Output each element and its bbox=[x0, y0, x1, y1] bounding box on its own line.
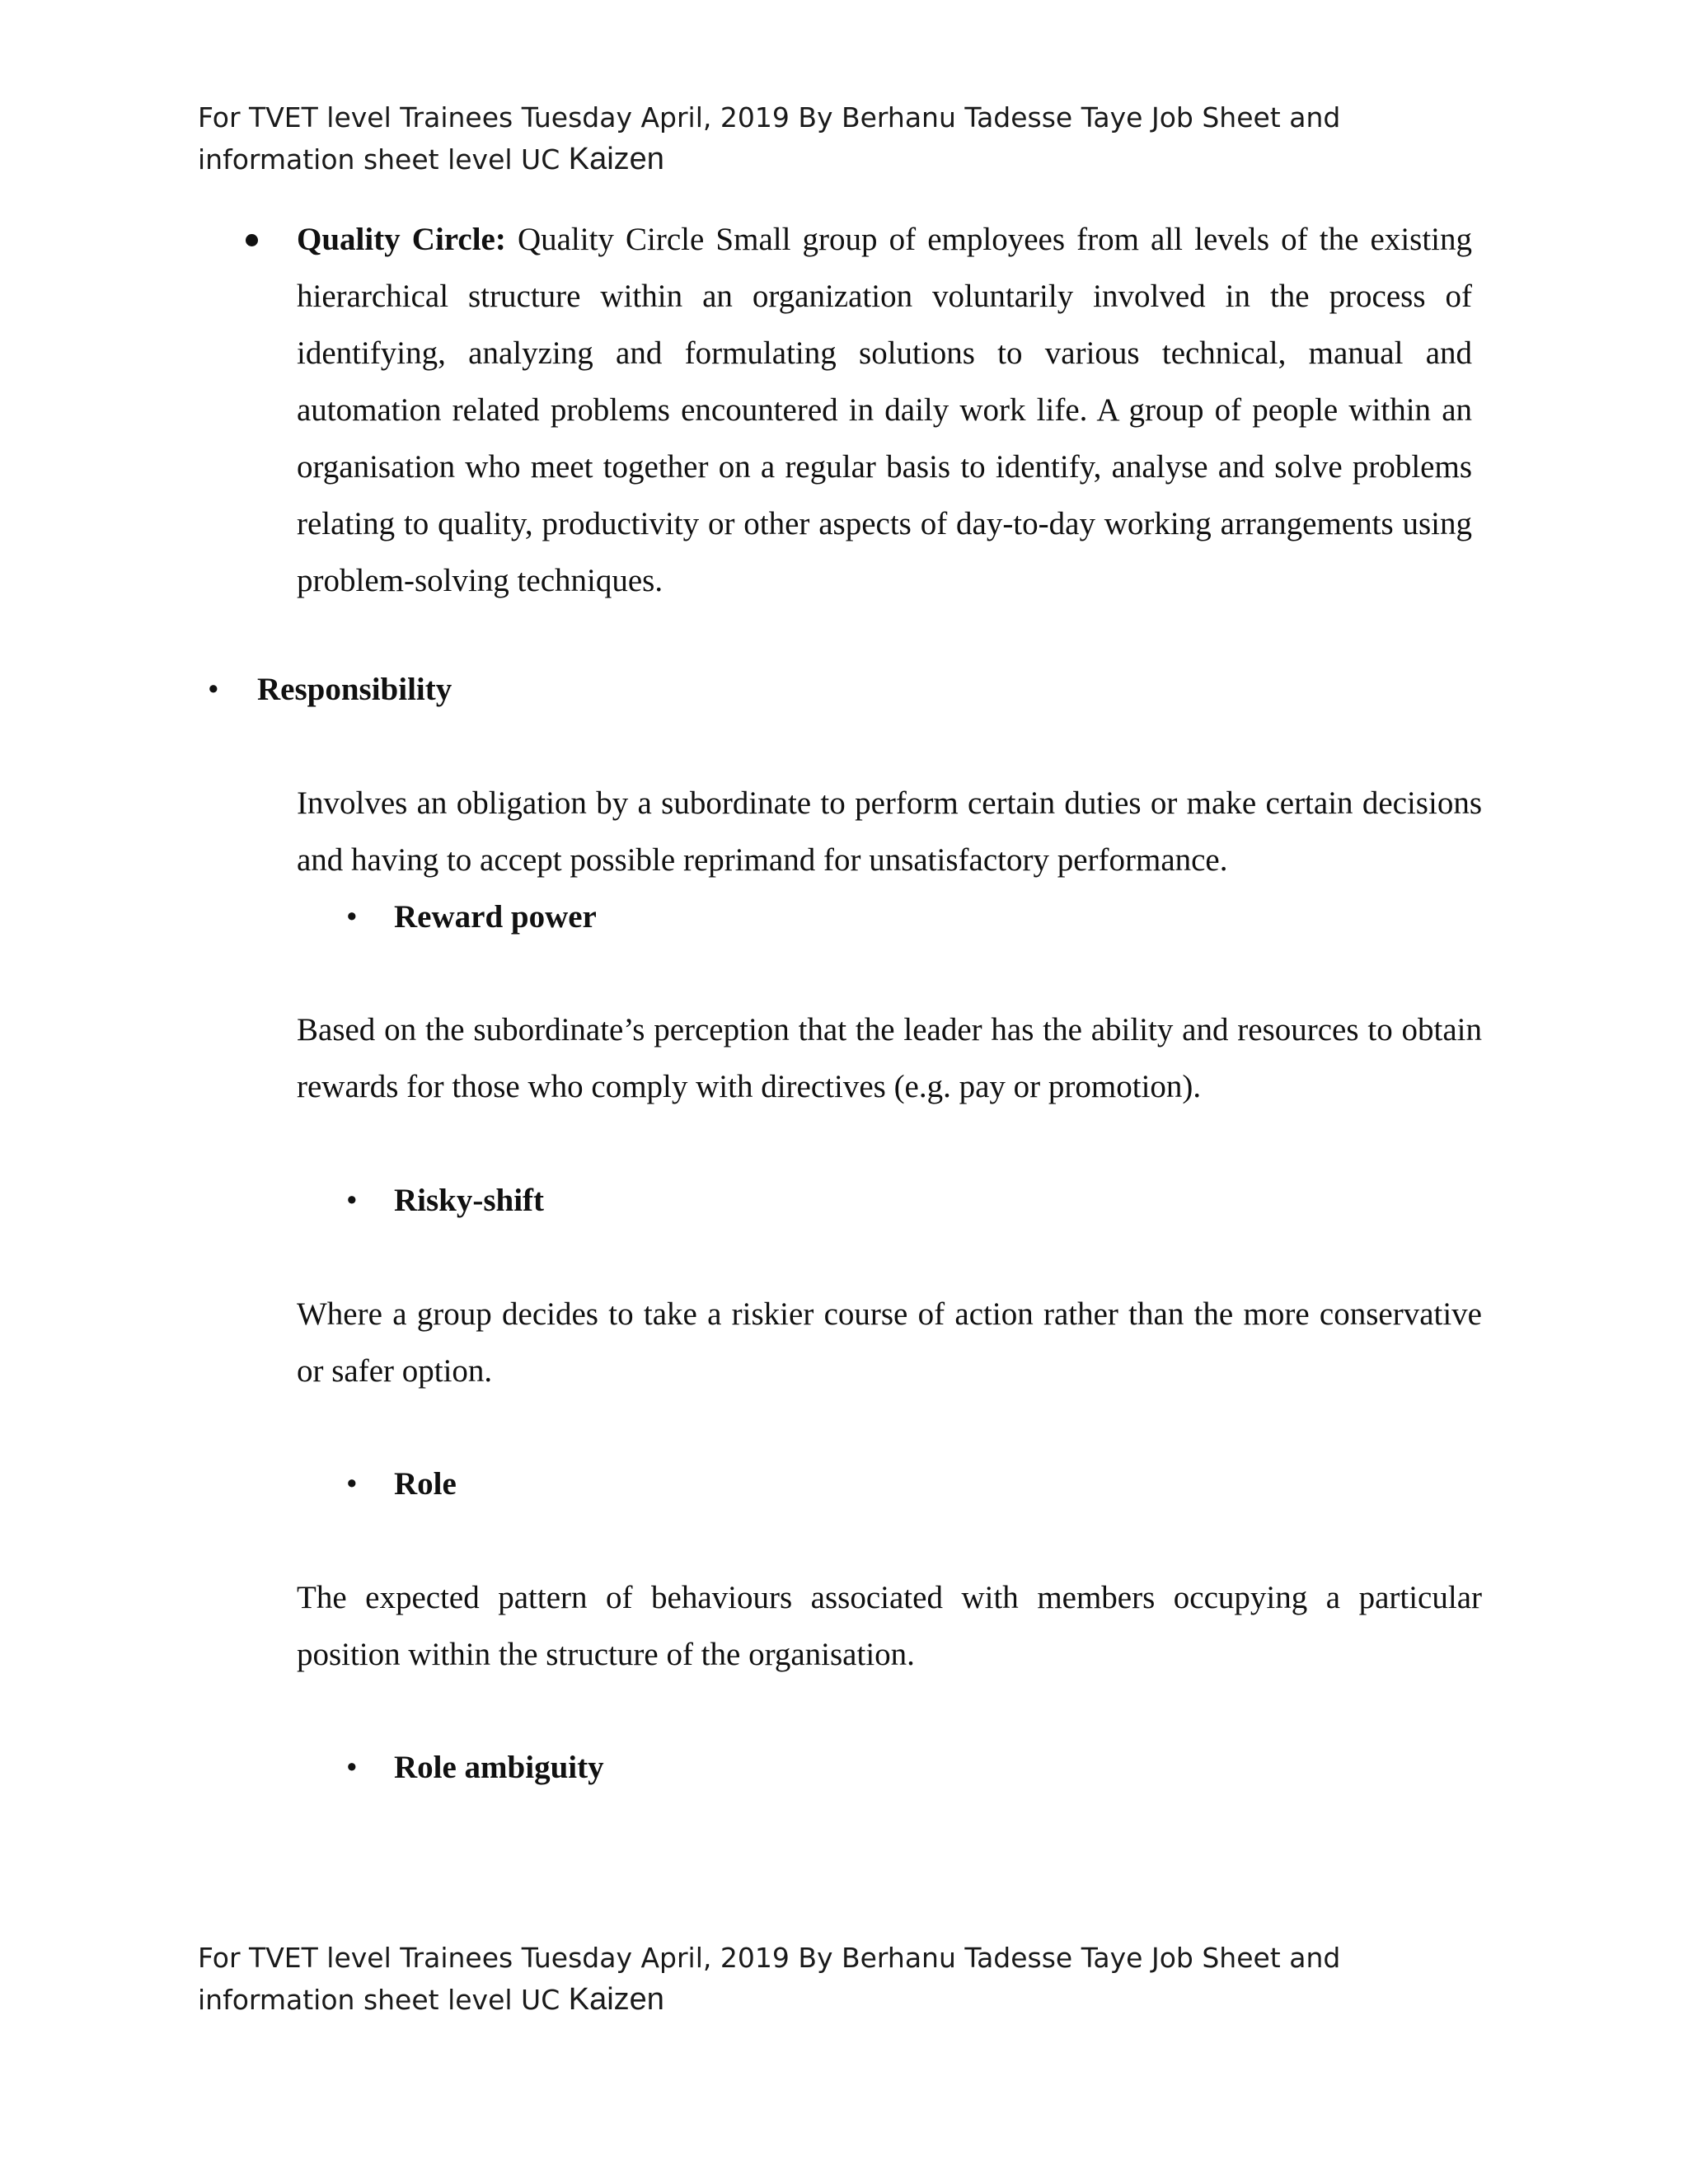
header-line-1: For TVET level Trainees Tuesday April, 2019 By Berhanu Tadesse Taye Job Sheet and bbox=[198, 101, 1341, 134]
definition-role: The expected pattern of behaviours associated with members occupying a particular position within the structure of the organisation. bbox=[297, 1580, 1482, 1672]
bullet-reward-power: • bbox=[346, 899, 358, 935]
bullet-quality-circle bbox=[246, 234, 258, 246]
header-line-2 bbox=[198, 138, 1533, 180]
page-footer bbox=[198, 1938, 1533, 2021]
quality-circle-text: Quality Circle Small group of employees from all levels of the existing hierarchical structure within an organization voluntarily involved in the process of identifying, analyzing and formulating solutions to various technical, manual and automation related problems encountered in daily work life. A group of people within an organisation who meet together on a regular basis to identify, analyse and solve problems relating to quality, productivity or other aspects of day-to-day working arrangements using problem-solving techniques. bbox=[297, 222, 1473, 598]
footer-line-1: For TVET level Trainees Tuesday April, 2019 By Berhanu Tadesse Taye Job Sheet and bbox=[198, 1942, 1341, 1974]
header-kaizen: Kaizen bbox=[568, 142, 664, 176]
bullet-role-ambiguity: • bbox=[346, 1750, 358, 1785]
term-role-ambiguity: Role ambiguity bbox=[394, 1750, 604, 1785]
term-role: Role bbox=[394, 1466, 457, 1502]
quality-circle-paragraph bbox=[297, 211, 1472, 609]
definition-reward-power: Based on the subordinate’s perception that the leader has the ability and resources to obtain rewards for those who comply with directives (e.g. pay or promotion). bbox=[297, 1012, 1482, 1104]
term-reward-power: Reward power bbox=[394, 899, 597, 935]
header-line-2-prefix: information sheet level UC bbox=[198, 143, 569, 176]
footer-kaizen: Kaizen bbox=[568, 1982, 664, 2017]
footer-line-2-prefix: information sheet level UC bbox=[198, 1984, 569, 2016]
page-header bbox=[198, 97, 1533, 180]
footer-line-2 bbox=[198, 1979, 1533, 2021]
definition-risky-shift: Where a group decides to take a riskier course of action rather than the more conservative or safer option. bbox=[297, 1296, 1482, 1389]
term-responsibility: Responsibility bbox=[257, 672, 452, 707]
quality-circle-term: Quality Circle: bbox=[297, 222, 506, 257]
bullet-responsibility: • bbox=[208, 672, 219, 707]
bullet-risky-shift: • bbox=[346, 1183, 358, 1218]
definition-responsibility: Involves an obligation by a subordinate to perform certain duties or make certain decisions and having to accept possible reprimand for unsatisfactory performance. bbox=[297, 785, 1482, 878]
bullet-role: • bbox=[346, 1466, 358, 1502]
term-risky-shift: Risky-shift bbox=[394, 1183, 545, 1218]
